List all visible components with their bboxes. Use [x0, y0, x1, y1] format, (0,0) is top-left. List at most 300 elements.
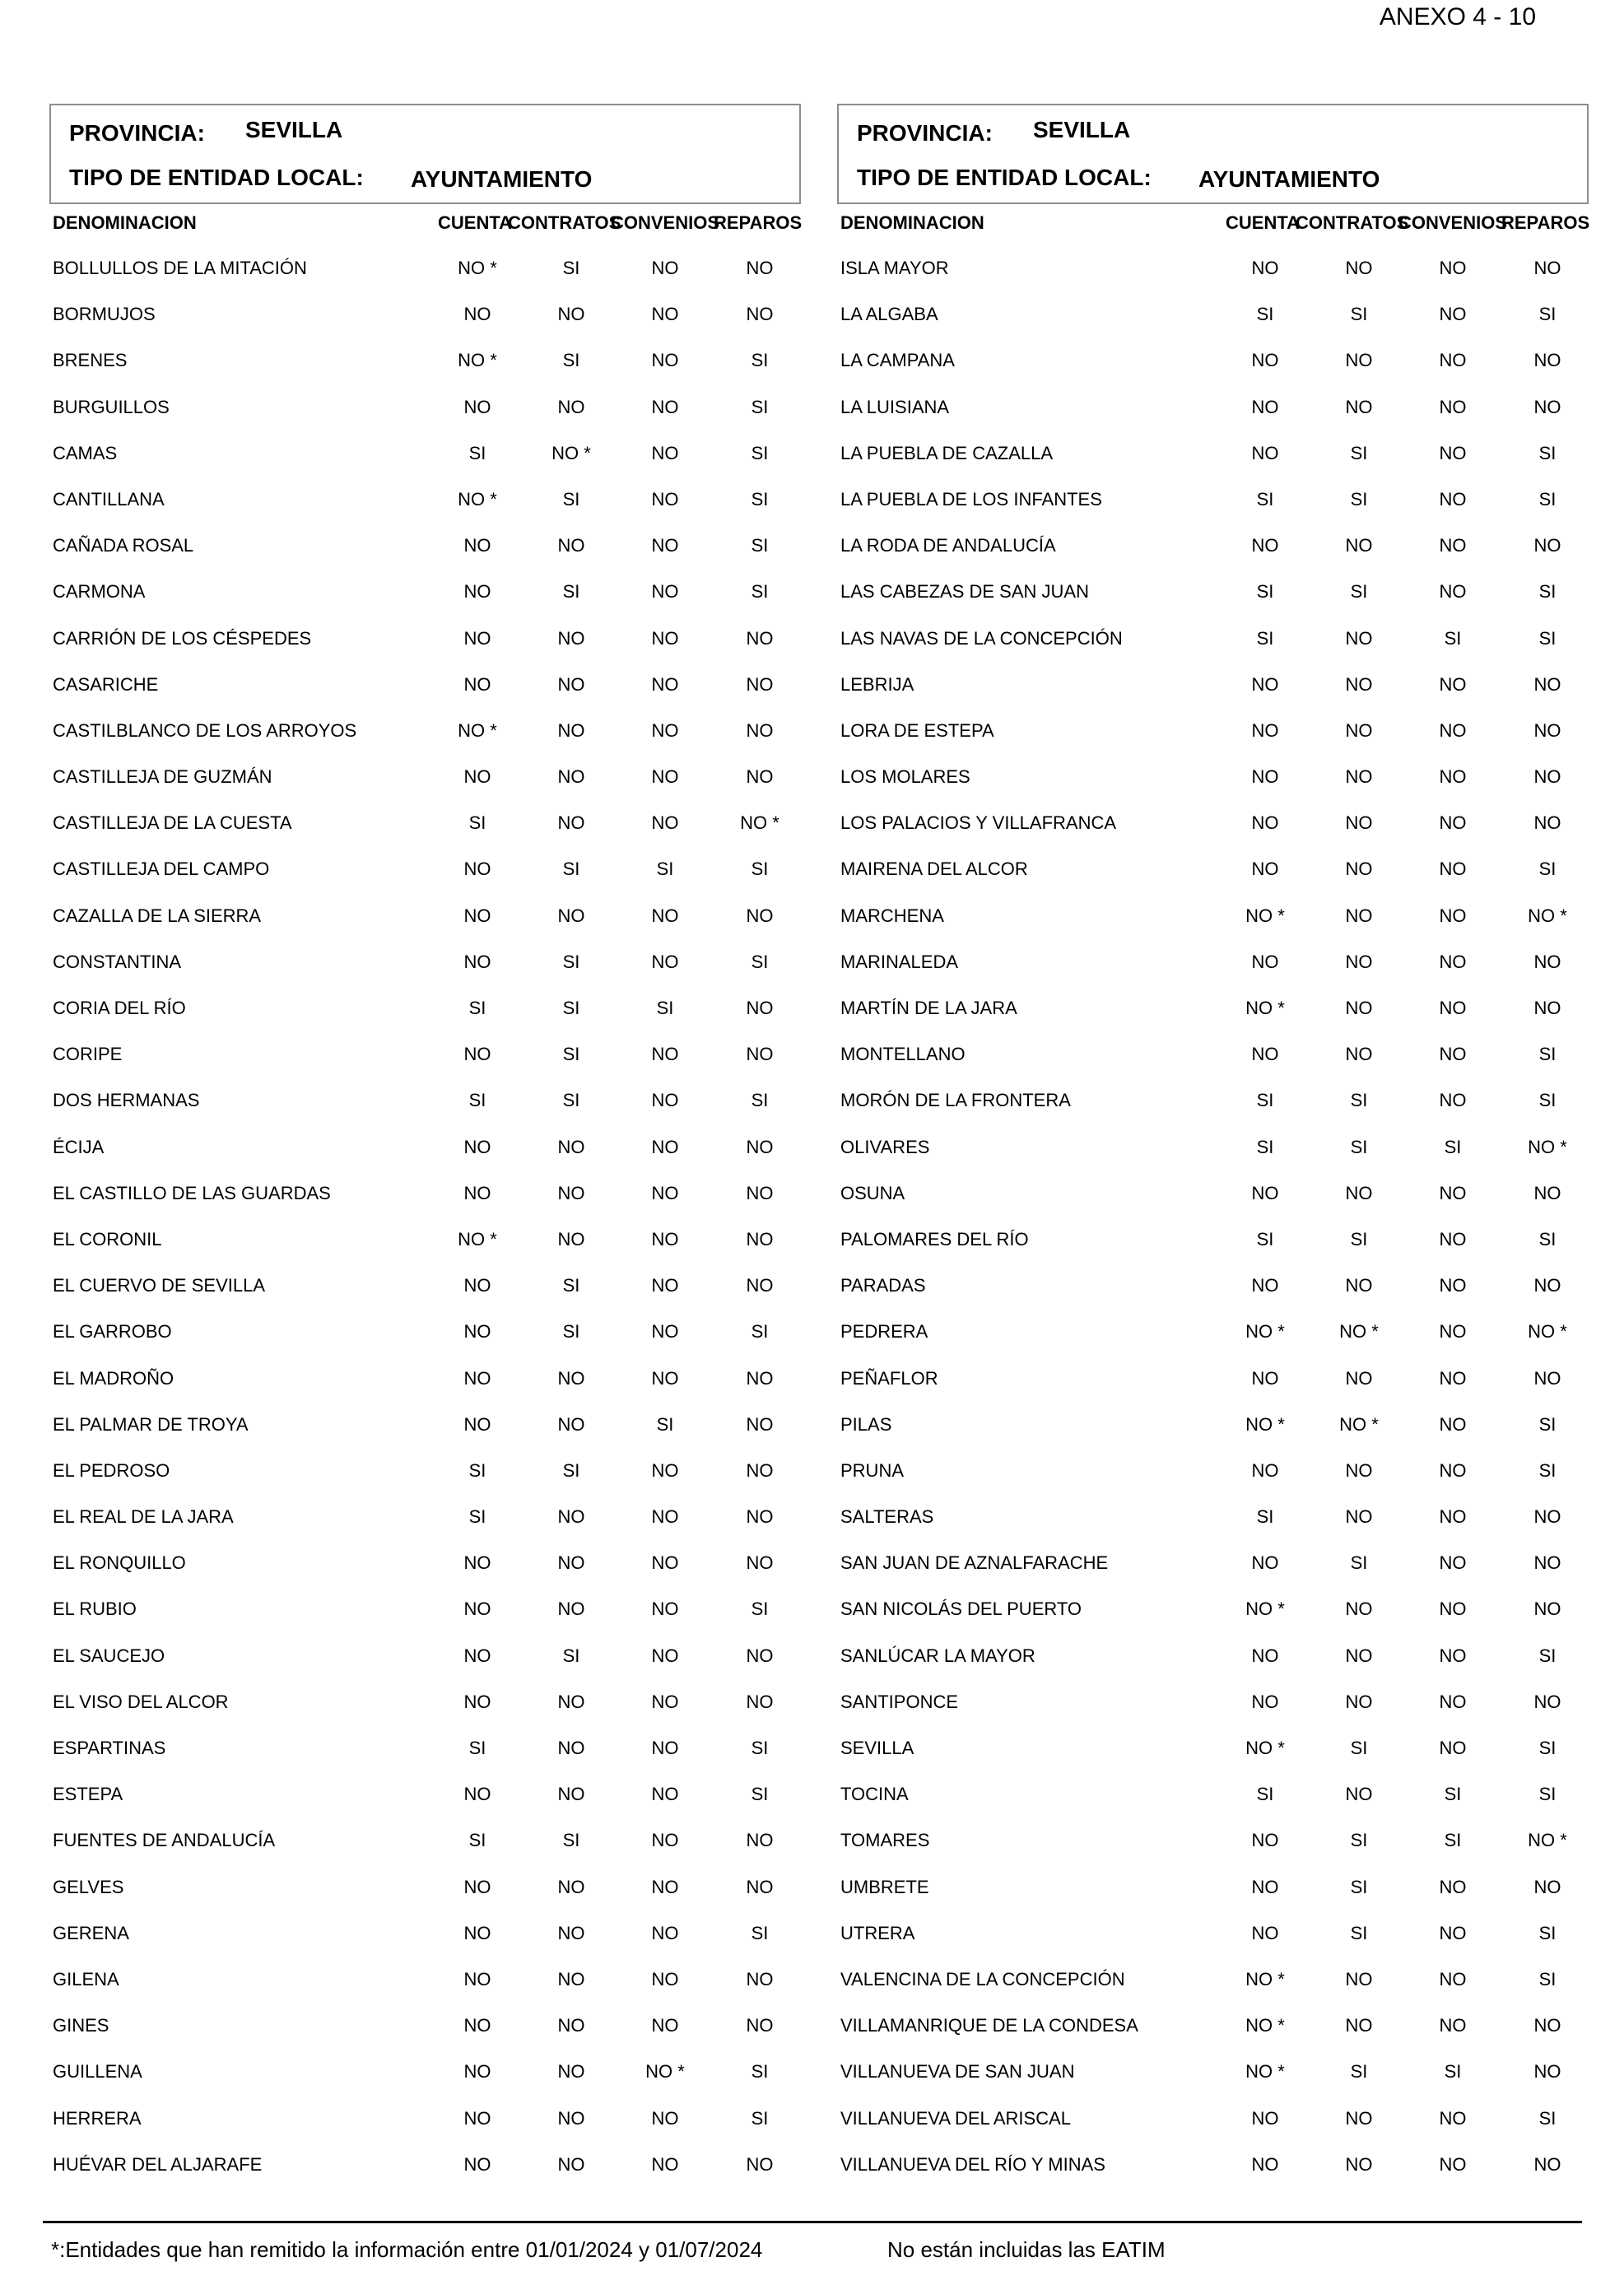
row-reparos: NO — [746, 1552, 774, 1574]
row-denominacion: MARTÍN DE LA JARA — [840, 998, 1017, 1018]
table-row — [49, 1915, 801, 1962]
table-row — [837, 1962, 1589, 2008]
row-convenios: NO — [651, 1645, 679, 1666]
row-denominacion: PILAS — [840, 1413, 892, 1435]
row-denominacion: VILLAMANRIQUE DE LA CONDESA — [840, 2015, 1138, 2036]
row-convenios: SI — [1444, 1136, 1462, 1157]
table-row — [837, 1082, 1589, 1129]
row-cuenta: NO — [1251, 1830, 1279, 1851]
row-cuenta: NO — [463, 951, 491, 972]
row-cuenta: SI — [468, 998, 486, 1018]
row-contratos: SI — [562, 998, 580, 1018]
row-reparos: NO * — [1528, 905, 1567, 926]
row-convenios: NO — [651, 258, 679, 278]
row-contratos: SI — [1350, 442, 1368, 463]
row-reparos: SI — [1538, 488, 1557, 510]
row-reparos: SI — [751, 1784, 769, 1805]
header-convenios: CONVENIOS — [611, 212, 720, 233]
row-convenios: NO — [1439, 2107, 1467, 2129]
row-denominacion: PRUNA — [840, 1459, 905, 1481]
row-convenios: NO — [651, 766, 679, 788]
row-contratos: SI — [1350, 1136, 1368, 1157]
row-contratos: NO * — [1339, 1321, 1379, 1343]
row-reparos: NO — [1533, 673, 1561, 695]
row-reparos: SI — [1538, 859, 1557, 880]
row-reparos: NO — [746, 1367, 774, 1389]
row-denominacion: EL GARROBO — [53, 1321, 172, 1343]
row-reparos: NO — [746, 719, 774, 741]
row-cuenta: NO — [463, 1044, 491, 1065]
row-denominacion: OSUNA — [840, 1182, 905, 1203]
row-denominacion: MARCHENA — [840, 905, 944, 926]
table-row — [49, 1036, 801, 1082]
row-denominacion: SANLÚCAR LA MAYOR — [840, 1645, 1035, 1666]
row-convenios: NO — [1439, 1321, 1467, 1343]
row-convenios: SI — [1444, 627, 1462, 649]
table-row — [49, 1730, 801, 1776]
row-contratos: NO — [1345, 2107, 1373, 2129]
row-convenios: NO — [651, 1506, 679, 1528]
row-convenios: NO — [1439, 951, 1467, 972]
table-row — [49, 574, 801, 620]
row-contratos: SI — [562, 1459, 580, 1481]
row-denominacion: CASTILLEJA DE GUZMÁN — [53, 766, 272, 788]
table-row — [837, 1684, 1589, 1730]
table-row — [49, 2008, 801, 2054]
table-row — [837, 574, 1589, 620]
row-contratos: SI — [562, 951, 580, 972]
row-cuenta: NO — [463, 2153, 491, 2175]
table-row — [837, 1268, 1589, 1314]
row-convenios: NO — [651, 488, 679, 510]
table-row — [837, 944, 1589, 990]
row-denominacion: LOS MOLARES — [840, 766, 970, 788]
row-contratos: NO * — [551, 442, 591, 463]
row-denominacion: PEDRERA — [840, 1321, 928, 1343]
row-convenios: SI — [656, 1413, 674, 1435]
row-reparos: NO — [1533, 2153, 1561, 2175]
row-cuenta: NO * — [1245, 1968, 1285, 1989]
row-cuenta: NO — [463, 766, 491, 788]
row-convenios: NO — [651, 1784, 679, 1805]
row-convenios: NO — [1439, 1367, 1467, 1389]
row-cuenta: NO — [463, 1922, 491, 1943]
row-contratos: NO — [1345, 951, 1373, 972]
row-cuenta: NO — [463, 1275, 491, 1296]
row-cuenta: NO — [463, 1321, 491, 1343]
row-cuenta: SI — [468, 1506, 486, 1528]
row-cuenta: NO — [463, 1876, 491, 1897]
row-reparos: SI — [1538, 1228, 1557, 1250]
row-cuenta: NO — [463, 1784, 491, 1805]
provincia-value: SEVILLA — [245, 117, 343, 142]
table-row — [837, 1591, 1589, 1637]
row-reparos: SI — [1538, 1090, 1557, 1111]
row-reparos: SI — [751, 1090, 769, 1111]
row-reparos: NO — [746, 905, 774, 926]
row-contratos: NO — [1345, 1645, 1373, 1666]
row-convenios: NO — [651, 951, 679, 972]
table-row — [49, 851, 801, 897]
row-contratos: NO — [1345, 766, 1373, 788]
row-denominacion: SAN JUAN DE AZNALFARACHE — [840, 1552, 1109, 1574]
table-row — [837, 1036, 1589, 1082]
row-contratos: NO — [1345, 1599, 1373, 1620]
row-reparos: NO — [1533, 1599, 1561, 1620]
row-convenios: NO — [651, 1459, 679, 1481]
row-contratos: NO — [557, 1968, 585, 1989]
right-rows — [837, 250, 1589, 2193]
row-contratos: NO — [557, 1413, 585, 1435]
row-denominacion: VILLANUEVA DEL ARISCAL — [840, 2107, 1072, 2129]
row-reparos: NO — [746, 766, 774, 788]
row-denominacion: LEBRIJA — [840, 673, 914, 695]
table-row — [837, 1314, 1589, 1360]
table-row — [49, 250, 801, 296]
row-cuenta: NO — [1251, 1182, 1279, 1203]
row-reparos: NO * — [1528, 1830, 1567, 1851]
row-cuenta: NO * — [1245, 905, 1285, 926]
row-cuenta: NO — [463, 1968, 491, 1989]
row-reparos: SI — [751, 951, 769, 972]
table-row — [837, 851, 1589, 897]
row-reparos: NO — [1533, 998, 1561, 1018]
table-row — [49, 1082, 801, 1129]
table-row — [49, 667, 801, 713]
row-denominacion: VALENCINA DE LA CONCEPCIÓN — [840, 1968, 1125, 1989]
row-denominacion: LA LUISIANA — [840, 396, 950, 417]
table-row — [49, 435, 801, 482]
row-denominacion: CANTILLANA — [53, 488, 165, 510]
row-cuenta: NO — [463, 304, 491, 325]
row-reparos: NO — [746, 1044, 774, 1065]
row-contratos: NO — [1345, 396, 1373, 417]
row-denominacion: CARMONA — [53, 581, 146, 603]
row-convenios: NO — [1439, 1090, 1467, 1111]
row-contratos: NO — [1345, 998, 1373, 1018]
table-row — [49, 1129, 801, 1175]
table-row — [49, 805, 801, 851]
row-reparos: NO — [1533, 535, 1561, 556]
table-row — [837, 389, 1589, 435]
left-table — [49, 104, 801, 2193]
row-contratos: SI — [1350, 1876, 1368, 1897]
table-row — [49, 1822, 801, 1868]
row-cuenta: NO — [1251, 766, 1279, 788]
row-cuenta: NO — [1251, 859, 1279, 880]
row-denominacion: BURGUILLOS — [53, 396, 170, 417]
row-convenios: NO — [1439, 535, 1467, 556]
row-denominacion: GELVES — [53, 1876, 124, 1897]
row-convenios: NO — [1439, 1506, 1467, 1528]
row-convenios: NO — [1439, 396, 1467, 417]
provincia-value: SEVILLA — [1033, 117, 1131, 142]
table-row — [49, 759, 801, 805]
row-cuenta: NO — [1251, 1876, 1279, 1897]
row-cuenta: NO — [1251, 535, 1279, 556]
row-denominacion: SEVILLA — [840, 1738, 914, 1758]
row-denominacion: EL CUERVO DE SEVILLA — [53, 1275, 265, 1296]
row-denominacion: VILLANUEVA DEL RÍO Y MINAS — [840, 2153, 1105, 2175]
annex-number: ANEXO 4 - 10 — [1379, 3, 1536, 30]
row-denominacion: LAS CABEZAS DE SAN JUAN — [840, 581, 1089, 603]
row-contratos: NO — [557, 535, 585, 556]
row-cuenta: NO — [1251, 951, 1279, 972]
row-denominacion: MAIRENA DEL ALCOR — [840, 859, 1028, 880]
row-convenios: NO — [1439, 859, 1467, 880]
row-convenios: SI — [1444, 2061, 1462, 2083]
row-denominacion: LAS NAVAS DE LA CONCEPCIÓN — [840, 627, 1123, 649]
row-cuenta: NO * — [458, 719, 497, 741]
row-convenios: NO — [651, 1922, 679, 1943]
row-contratos: NO — [1345, 719, 1373, 741]
row-contratos: NO — [557, 304, 585, 325]
table-row — [837, 805, 1589, 851]
row-reparos: NO — [746, 1275, 774, 1296]
row-cuenta: NO — [463, 2015, 491, 2036]
row-convenios: NO * — [645, 2061, 685, 2083]
row-convenios: NO — [1439, 1738, 1467, 1758]
table-row — [837, 713, 1589, 759]
row-denominacion: CASTILLEJA DE LA CUESTA — [53, 812, 292, 834]
table-row — [49, 1591, 801, 1637]
row-reparos: SI — [1538, 1784, 1557, 1805]
row-cuenta: NO — [1251, 1367, 1279, 1389]
row-convenios: NO — [651, 581, 679, 603]
row-contratos: SI — [1350, 1830, 1368, 1851]
row-cuenta: NO — [463, 2107, 491, 2129]
row-contratos: NO — [1345, 535, 1373, 556]
row-denominacion: EL REAL DE LA JARA — [53, 1506, 234, 1528]
row-cuenta: NO * — [458, 488, 497, 510]
row-cuenta: NO — [463, 396, 491, 417]
row-cuenta: SI — [1256, 581, 1274, 603]
table-row — [837, 2147, 1589, 2193]
row-cuenta: NO — [1251, 1044, 1279, 1065]
table-row — [837, 1453, 1589, 1499]
row-reparos: SI — [1538, 1922, 1557, 1943]
row-denominacion: PARADAS — [840, 1275, 926, 1296]
row-convenios: NO — [1439, 812, 1467, 834]
row-cuenta: NO — [463, 1367, 491, 1389]
row-denominacion: EL RONQUILLO — [53, 1552, 186, 1574]
right-header-box — [837, 104, 1589, 204]
row-cuenta: SI — [1256, 1784, 1274, 1805]
row-contratos: SI — [562, 350, 580, 371]
table-row — [837, 1222, 1589, 1268]
row-reparos: SI — [1538, 627, 1557, 649]
row-convenios: NO — [1439, 2153, 1467, 2175]
table-row — [49, 1175, 801, 1222]
row-denominacion: BRENES — [53, 350, 128, 371]
row-cuenta: SI — [1256, 1136, 1274, 1157]
row-reparos: NO — [1533, 350, 1561, 371]
row-denominacion: ESPARTINAS — [53, 1738, 166, 1758]
left-column-headers — [49, 204, 801, 250]
row-denominacion: FUENTES DE ANDALUCÍA — [53, 1830, 276, 1851]
row-reparos: SI — [1538, 1645, 1557, 1666]
row-reparos: NO — [746, 1182, 774, 1203]
tipo-entidad-label: TIPO DE ENTIDAD LOCAL: — [69, 165, 364, 190]
row-cuenta: NO * — [1245, 998, 1285, 1018]
row-denominacion: CASARICHE — [53, 673, 159, 695]
row-contratos: NO — [557, 673, 585, 695]
row-contratos: SI — [1350, 488, 1368, 510]
row-cuenta: NO — [463, 859, 491, 880]
header-reparos: REPAROS — [714, 212, 803, 233]
row-reparos: SI — [751, 488, 769, 510]
row-contratos: NO — [1345, 1367, 1373, 1389]
row-denominacion: LA PUEBLA DE LOS INFANTES — [840, 488, 1102, 510]
table-row — [49, 898, 801, 944]
table-row — [837, 2054, 1589, 2100]
row-convenios: NO — [651, 535, 679, 556]
row-cuenta: NO — [1251, 1275, 1279, 1296]
row-convenios: SI — [656, 859, 674, 880]
header-convenios: CONVENIOS — [1398, 212, 1508, 233]
row-reparos: NO — [1533, 1552, 1561, 1574]
row-denominacion: UMBRETE — [840, 1876, 929, 1897]
row-denominacion: BORMUJOS — [53, 304, 156, 325]
table-row — [49, 1453, 801, 1499]
row-cuenta: NO — [1251, 396, 1279, 417]
header-contratos: CONTRATOS — [508, 212, 621, 233]
row-convenios: NO — [1439, 488, 1467, 510]
row-contratos: NO — [557, 2153, 585, 2175]
row-reparos: NO — [746, 1691, 774, 1712]
row-contratos: NO — [557, 1367, 585, 1389]
row-reparos: NO — [1533, 1275, 1561, 1296]
row-reparos: NO — [746, 2015, 774, 2036]
row-denominacion: SALTERAS — [840, 1506, 934, 1528]
row-contratos: NO — [1345, 1506, 1373, 1528]
table-row — [837, 342, 1589, 389]
row-cuenta: NO — [463, 1182, 491, 1203]
row-convenios: NO — [1439, 581, 1467, 603]
row-denominacion: CORIA DEL RÍO — [53, 998, 186, 1018]
row-cuenta: NO — [1251, 673, 1279, 695]
row-cuenta: NO — [1251, 258, 1279, 278]
row-contratos: NO — [1345, 1968, 1373, 1989]
row-denominacion: LORA DE ESTEPA — [840, 719, 994, 741]
row-denominacion: SANTIPONCE — [840, 1691, 959, 1712]
row-cuenta: NO — [463, 1691, 491, 1712]
row-reparos: SI — [1538, 442, 1557, 463]
row-denominacion: GERENA — [53, 1922, 129, 1943]
row-convenios: SI — [1444, 1830, 1462, 1851]
row-cuenta: SI — [1256, 1506, 1274, 1528]
row-contratos: NO — [1345, 1691, 1373, 1712]
row-denominacion: ESTEPA — [53, 1784, 123, 1805]
row-cuenta: SI — [1256, 1228, 1274, 1250]
row-contratos: SI — [562, 1044, 580, 1065]
row-cuenta: NO — [463, 2061, 491, 2083]
row-cuenta: NO — [1251, 719, 1279, 741]
row-cuenta: NO * — [458, 258, 497, 278]
row-convenios: NO — [651, 905, 679, 926]
row-reparos: SI — [751, 1738, 769, 1758]
row-contratos: NO — [557, 2107, 585, 2129]
row-reparos: SI — [1538, 1738, 1557, 1758]
row-cuenta: NO — [1251, 2107, 1279, 2129]
row-convenios: NO — [651, 1136, 679, 1157]
row-contratos: SI — [1350, 1738, 1368, 1758]
row-convenios: NO — [651, 627, 679, 649]
table-row — [49, 1638, 801, 1684]
row-convenios: NO — [651, 442, 679, 463]
row-contratos: NO — [557, 1228, 585, 1250]
header-reparos: REPAROS — [1501, 212, 1590, 233]
row-reparos: NO * — [1528, 1321, 1567, 1343]
table-row — [49, 1407, 801, 1453]
table-row — [49, 342, 801, 389]
row-denominacion: HERRERA — [53, 2107, 142, 2129]
row-reparos: SI — [1538, 1044, 1557, 1065]
row-cuenta: NO — [1251, 442, 1279, 463]
row-cuenta: NO — [463, 627, 491, 649]
row-contratos: NO — [557, 1182, 585, 1203]
row-convenios: SI — [656, 998, 674, 1018]
table-row — [49, 2147, 801, 2193]
table-row — [49, 1268, 801, 1314]
row-convenios: NO — [651, 1044, 679, 1065]
row-denominacion: EL MADROÑO — [53, 1367, 174, 1389]
row-contratos: SI — [562, 1830, 580, 1851]
row-reparos: NO — [746, 1876, 774, 1897]
row-denominacion: LA RODA DE ANDALUCÍA — [840, 535, 1056, 556]
row-denominacion: SAN NICOLÁS DEL PUERTO — [840, 1599, 1082, 1620]
row-cuenta: NO — [1251, 350, 1279, 371]
row-contratos: NO — [557, 1784, 585, 1805]
row-contratos: NO — [557, 1691, 585, 1712]
row-contratos: NO — [557, 1506, 585, 1528]
row-convenios: NO — [1439, 1599, 1467, 1620]
row-convenios: NO — [651, 2153, 679, 2175]
row-denominacion: PALOMARES DEL RÍO — [840, 1228, 1029, 1250]
row-cuenta: SI — [468, 1090, 486, 1111]
row-convenios: NO — [651, 1968, 679, 1989]
row-contratos: SI — [562, 258, 580, 278]
row-convenios: NO — [1439, 2015, 1467, 2036]
row-contratos: NO — [557, 1922, 585, 1943]
row-contratos: SI — [562, 859, 580, 880]
row-contratos: NO — [557, 627, 585, 649]
row-cuenta: NO — [463, 1599, 491, 1620]
row-contratos: NO — [557, 1738, 585, 1758]
row-reparos: NO — [1533, 1506, 1561, 1528]
table-row — [837, 2008, 1589, 2054]
row-contratos: SI — [1350, 304, 1368, 325]
row-contratos: NO — [557, 1876, 585, 1897]
row-convenios: NO — [1439, 673, 1467, 695]
row-cuenta: NO — [463, 1136, 491, 1157]
table-row — [837, 990, 1589, 1036]
table-row — [837, 250, 1589, 296]
row-denominacion: CASTILBLANCO DE LOS ARROYOS — [53, 719, 357, 741]
row-reparos: SI — [1538, 2107, 1557, 2129]
row-cuenta: NO — [463, 1645, 491, 1666]
row-reparos: SI — [1538, 581, 1557, 603]
provincia-label: PROVINCIA: — [69, 120, 205, 146]
row-contratos: NO — [557, 812, 585, 834]
row-reparos: SI — [751, 1922, 769, 1943]
row-contratos: NO — [557, 396, 585, 417]
row-reparos: SI — [751, 396, 769, 417]
row-convenios: NO — [1439, 258, 1467, 278]
row-denominacion: CARRIÓN DE LOS CÉSPEDES — [53, 627, 312, 649]
row-contratos: SI — [1350, 2061, 1368, 2083]
row-denominacion: GINES — [53, 2015, 109, 2036]
